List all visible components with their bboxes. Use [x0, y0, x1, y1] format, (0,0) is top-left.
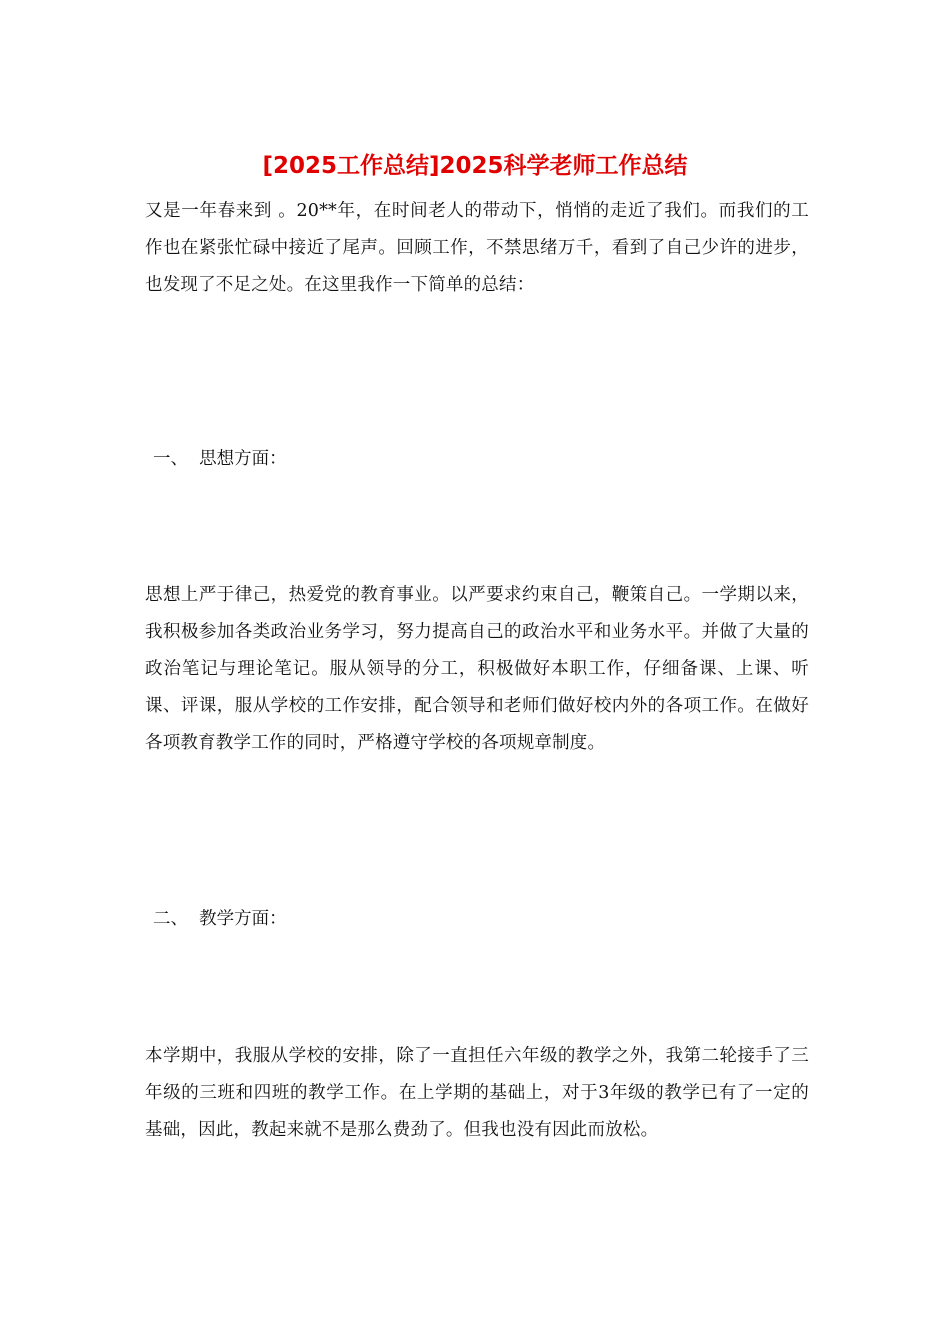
section-body-teaching: 本学期中，我服从学校的安排，除了一直担任六年级的教学之外，我第二轮接手了三年级的三班和四班的教学工作。在上学期的基础上，对于3年级的教学已有了一定的基础，因此，教起来就不是那么费劲了。但我也没有因此而放松。 [145, 1046, 809, 1140]
document-title: [2025工作总结]2025科学老师工作总结 [262, 153, 688, 179]
section-heading-thought: 一、 思想方面： [153, 449, 287, 469]
section-body-thought: 思想上严于律己，热爱党的教育事业。以严要求约束自己，鞭策自己。一学期以来，我积极参加各类政治业务学习，努力提高自己的政治水平和业务水平。并做了大量的政治笔记与理论笔记。服从领导的分工，积极做好本职工作，仔细备课、上课、听课、评课，服从学校的工作安排，配合领导和老师们做好校内外的各项工作。在做好各项教育教学工作的同时，严格遵守学校的各项规章制度。 [145, 585, 809, 753]
section-heading-teaching: 二、 教学方面： [153, 909, 287, 929]
intro-paragraph: 又是一年春来到 。20**年，在时间老人的带动下，悄悄的走近了我们。而我们的工作也在紧张忙碌中接近了尾声。回顾工作，不禁思绪万千，看到了自己少许的进步，也发现了不足之处。在这里我作一下简单的总结： [145, 201, 809, 295]
